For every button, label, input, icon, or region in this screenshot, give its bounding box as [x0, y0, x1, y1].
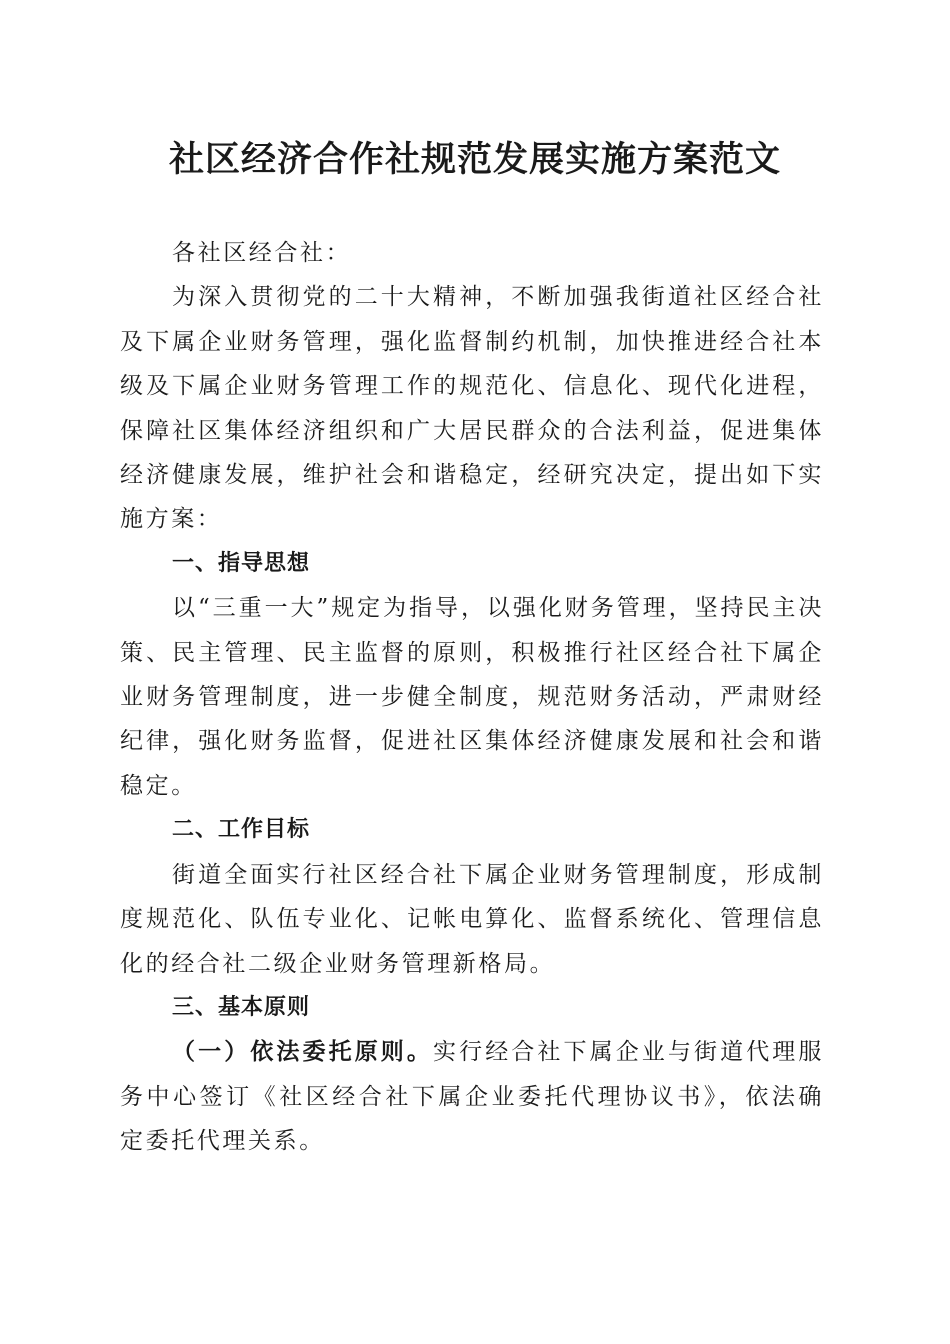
section-paragraph-basic-principles: [120, 1030, 824, 1163]
principle-text: 实行经合社下属企业与街道代理服务中心签订《社区经合社下属企业委托代理协议书》，依法确定委托代理关系。: [120, 1039, 824, 1155]
intro-paragraph: 为深入贯彻党的二十大精神，不断加强我街道社区经合社及下属企业财务管理，强化监督制约机制，加快推进经合社本级及下属企业财务管理工作的规范化、信息化、现代化进程，保障社区集体经济组织和广大居民群众的合法利益，促进集体经济健康发展，维护社会和谐稳定，经研究决定，提出如下实施方案：: [120, 284, 824, 533]
document-body: [120, 231, 824, 1164]
section-heading-guiding-ideology: 一、指导思想: [172, 550, 311, 576]
section-heading-work-goals: 二、工作目标: [172, 817, 311, 843]
section-paragraph-guiding-ideology: 以“三重一大”规定为指导，以强化财务管理，坚持民主决策、民主管理、民主监督的原则，积极推行社区经合社下属企业财务管理制度，进一步健全制度，规范财务活动，严肃财经纪律，强化财务监督，促进社区集体经济健康发展和社会和谐稳定。: [120, 595, 824, 799]
document-title: 社区经济合作社规范发展实施方案范文: [168, 139, 781, 180]
principle-lead: （一）依法委托原则。: [172, 1038, 433, 1066]
section-heading-basic-principles: 三、基本原则: [172, 994, 311, 1020]
section-paragraph-work-goals: 街道全面实行社区经合社下属企业财务管理制度，形成制度规范化、队伍专业化、记帐电算化、监督系统化、管理信息化的经合社二级企业财务管理新格局。: [120, 861, 824, 977]
salutation: 各社区经合社：: [172, 240, 352, 266]
